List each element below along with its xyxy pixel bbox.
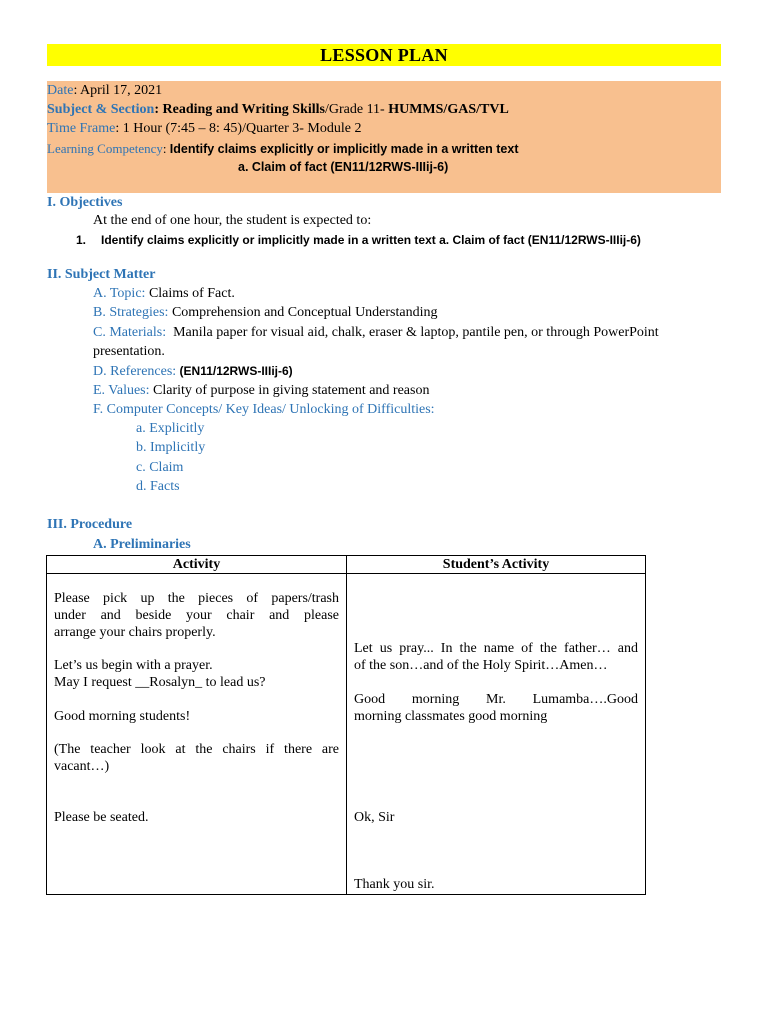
- concept-item: d. Facts: [136, 479, 180, 494]
- activity-text: under and beside your chair and please: [54, 608, 339, 623]
- activity-cell: [47, 574, 347, 895]
- materials-line: [93, 324, 659, 342]
- procedure-heading: III. Procedure: [47, 517, 133, 532]
- competency-label: Learning Competency: [47, 141, 163, 156]
- activity-text: (The teacher look at the chairs if there are: [54, 742, 339, 757]
- values-value: Clarity of purpose in giving statement and reason: [149, 383, 430, 398]
- col-student-activity-header: Student’s Activity: [347, 556, 646, 574]
- student-text: Good morning Mr. Lumamba….Good: [354, 692, 638, 707]
- concept-item: c. Claim: [136, 460, 184, 475]
- topic-line: [93, 285, 235, 303]
- objectives-intro: At the end of one hour, the student is expected to:: [93, 213, 372, 228]
- subject-grade: /Grade 11-: [324, 102, 389, 117]
- competency-value: Identify claims explicitly or implicitly made in a written text: [169, 142, 519, 156]
- references-line: [93, 362, 293, 381]
- activity-text: Let’s us begin with a prayer.: [54, 658, 213, 673]
- date-label: Date: [47, 83, 74, 98]
- student-activity-cell: [347, 574, 646, 895]
- values-label: E. Values:: [93, 383, 150, 398]
- strategies-line: [93, 304, 438, 322]
- subject-name: Reading and Writing Skills: [162, 102, 325, 117]
- date-value: : April 17, 2021: [73, 83, 163, 98]
- topic-label: A. Topic:: [93, 286, 146, 301]
- references-value: (EN11/12RWS-IIIij-6): [176, 364, 293, 378]
- activity-text: Please pick up the pieces of papers/trash: [54, 591, 339, 606]
- subject-label: Subject & Section: [47, 102, 155, 117]
- prayer-leader-name: __Rosalyn_: [135, 675, 203, 690]
- subject-line: Subject & Section: Reading and Writing Skills/Grade 11- HUMMS/GAS/TVL: [47, 102, 509, 117]
- concept-item: b. Implicitly: [136, 440, 206, 455]
- date-line: [47, 82, 162, 100]
- topic-value: Claims of Fact.: [145, 286, 235, 301]
- subject-strands: HUMMS/GAS/TVL: [388, 102, 509, 117]
- competency-sub: a. Claim of fact (EN11/12RWS-IIIij-6): [238, 160, 449, 174]
- materials-value: Manila paper for visual aid, chalk, eraser & laptop, pantile pen, or through PowerPoint: [166, 325, 659, 340]
- student-text: of the son…and of the Holy Spirit…Amen…: [354, 658, 608, 673]
- student-text: Ok, Sir: [354, 810, 395, 825]
- concepts-label: F. Computer Concepts/ Key Ideas/ Unlocking of Difficulties:: [93, 402, 435, 417]
- col-activity-header: Activity: [47, 556, 347, 574]
- student-text: morning classmates good morning: [354, 709, 548, 724]
- concept-item: a. Explicitly: [136, 421, 205, 436]
- activity-text: arrange your chairs properly.: [54, 625, 216, 640]
- strategies-value: Comprehension and Conceptual Understanding: [168, 305, 438, 320]
- values-line: [93, 382, 429, 400]
- timeframe-value: : 1 Hour (7:45 – 8: 45)/Quarter 3- Module 2: [115, 121, 362, 136]
- references-label: D. References:: [93, 364, 177, 379]
- materials-label: C. Materials:: [93, 325, 167, 340]
- subject-matter-heading: II. Subject Matter: [47, 267, 156, 282]
- preliminaries-heading: A. Preliminaries: [93, 537, 191, 552]
- activity-text: Good morning students!: [54, 709, 191, 724]
- activity-text: Please be seated.: [54, 810, 149, 825]
- activity-text: May I request __Rosalyn_ to lead us?: [54, 675, 266, 690]
- page-title: LESSON PLAN: [47, 44, 721, 66]
- preliminaries-table: [46, 555, 646, 895]
- competency-line: Learning Competency: Identify claims explicitly or implicitly made in a written text: [47, 141, 519, 156]
- strategies-label: B. Strategies:: [93, 305, 169, 320]
- student-text: Let us pray... In the name of the father… and: [354, 641, 638, 656]
- materials-cont: presentation.: [93, 344, 165, 359]
- student-text: Thank you sir.: [354, 877, 435, 892]
- timeframe-line: [47, 120, 361, 138]
- objective-item-text: Identify claims explicitly or implicitly made in a written text a. Claim of fact (EN11/12RWS-IIIij-6): [101, 233, 641, 247]
- activity-text: vacant…): [54, 759, 110, 774]
- objective-item-number: 1.: [76, 233, 87, 247]
- timeframe-label: Time Frame: [47, 121, 116, 136]
- objectives-heading: I. Objectives: [47, 195, 123, 210]
